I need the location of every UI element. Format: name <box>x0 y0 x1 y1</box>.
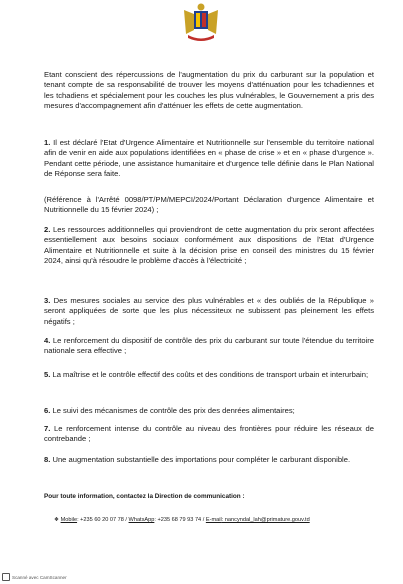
measure-number: 4. <box>44 336 51 345</box>
measure-text: Le renforcement intense du contrôle au niveau des frontières pour réduire les réseaux de contrebande ; <box>44 424 374 444</box>
mobile-number: : +235 60 20 07 78 <box>77 517 124 523</box>
measure-8 <box>44 455 374 465</box>
email-label: E-mail <box>205 517 222 523</box>
measure-text: Une augmentation substantielle des importations pour compléter le carburant disponible. <box>52 455 351 464</box>
mobile-label: Mobile <box>60 517 78 523</box>
camscanner-icon <box>2 573 10 581</box>
whatsapp-number: : +235 68 79 93 74 <box>154 517 202 523</box>
measure-1 <box>44 138 374 180</box>
measure-1-reference: (Référence à l'Arrêté 0098/PT/PM/MEPCI/2024/Portant Déclaration d'urgence Alimentaire et Nutritionnelle du 15 février 2024) ; <box>44 195 374 215</box>
measure-number: 3. <box>44 296 51 305</box>
measure-text: Le renforcement du dispositif de contrôle des prix du carburant sur toute l'étendue du territoire nationale sera effective ; <box>44 336 374 356</box>
measure-number: 7. <box>44 424 51 433</box>
scanner-watermark <box>2 573 67 581</box>
measure-text: Des mesures sociales au service des plus vulnérables et « des oubliés de la République » seront appliquées de sorte que les plus nécessiteux ne subissent pas pleinement les effets négatifs ; <box>44 296 374 326</box>
measure-6 <box>44 406 374 416</box>
measure-text: Les ressources additionnelles qui proviendront de cette augmentation du prix seront affectées essentiellement aux besoins sociaux conformément aux dispositions de l'Etat d'Urgence Alimentaire et Nutritionnelle et suite à la décision prise en conseil des ministres du 15 février 2024, ainsi qu'à résoudre le problème d'accès à l'électricité ; <box>44 225 374 266</box>
coat-of-arms-emblem <box>180 2 222 42</box>
email-link[interactable]: : nancyndal_lah@primature.gouv.td <box>221 517 310 523</box>
measure-number: 5. <box>44 370 51 379</box>
measure-number: 8. <box>44 455 51 464</box>
measure-2 <box>44 225 374 267</box>
measure-4 <box>44 336 374 357</box>
measure-5 <box>44 370 374 380</box>
intro-paragraph: Etant conscient des répercussions de l'augmentation du prix du carburant sur la population et tenant compte de sa responsabilité de trouver les moyens d'atténuation pour les tchadiennes et les tchadiens et spécialement pour les couches les plus vulnérables, le Gouvernement a pris des mesures d'accompagnement afin d'atténuer les effets de cette augmentation. <box>44 70 374 111</box>
contact-details: ❖ Mobile: +235 60 20 07 78 / WhatsApp: +235 68 79 93 74 / E-mail: nancyndal_lah@primature.gouv.td <box>54 517 310 523</box>
measure-text: La maîtrise et le contrôle effectif des coûts et des conditions de transport urbain et interurbain; <box>52 370 369 379</box>
measure-7 <box>44 424 374 445</box>
measure-number: 1. <box>44 138 51 147</box>
scanner-text: Scanné avec CamScanner <box>12 574 67 580</box>
measure-number: 6. <box>44 406 51 415</box>
whatsapp-label: WhatsApp <box>128 517 155 523</box>
measure-number: 2. <box>44 225 51 234</box>
bullet-icon: ❖ <box>54 517 60 523</box>
measure-3 <box>44 296 374 327</box>
contact-heading: Pour toute information, contactez la Direction de communication : <box>44 493 245 500</box>
measure-text: Il est déclaré l'Etat d'Urgence Alimentaire et Nutritionnelle sur l'ensemble du territoire national afin de venir en aide aux populations identifiées en « phase de crise » et en « phase d'urgence ». Pendant cette période, une assistance humanitaire et d'urgence telle définie dans le Plan National de Réponse sera faite. <box>44 138 374 179</box>
measure-text: Le suivi des mécanismes de contrôle des prix des denrées alimentaires; <box>52 406 295 415</box>
